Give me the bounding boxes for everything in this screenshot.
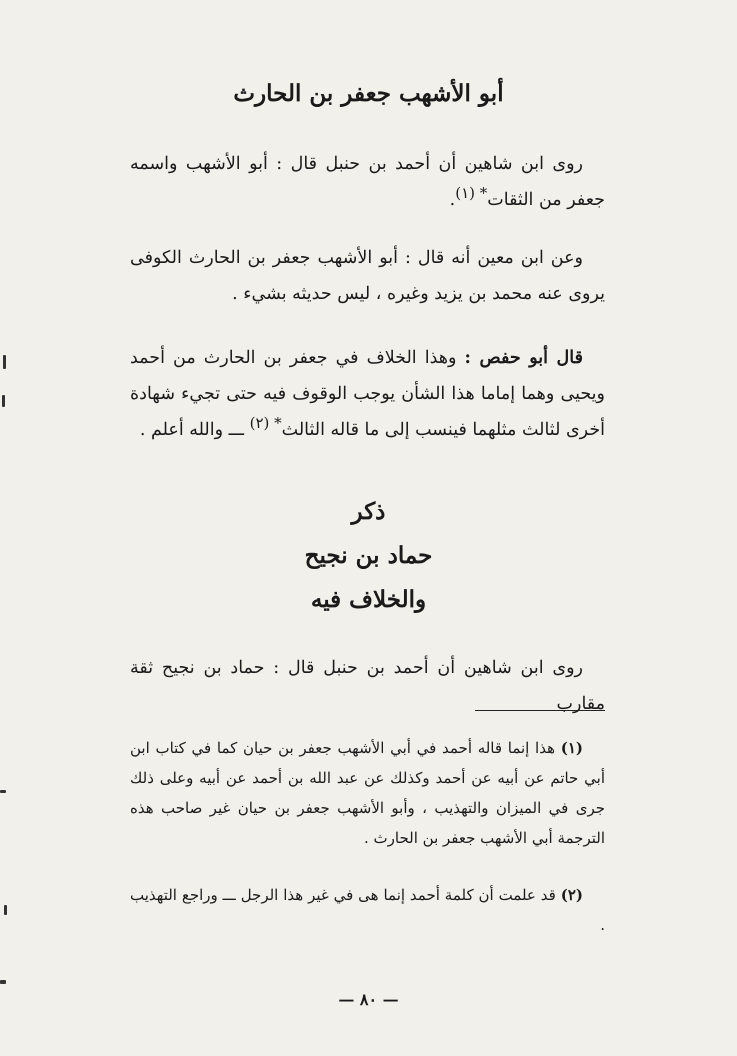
section-heading-line-2: حماد بن نجيح: [304, 542, 433, 569]
margin-mark-2: [2, 395, 5, 407]
section-heading-line-3: والخلاف فيه: [310, 586, 427, 613]
footnote-2: [130, 880, 605, 940]
section-heading-line-1: ذكر: [351, 498, 386, 525]
footnote-divider: [475, 710, 605, 711]
paragraph-3: [130, 340, 605, 448]
paragraph-4: [130, 650, 605, 722]
page-number: — ٨٠ —: [338, 990, 399, 1009]
footnote-1-text: هذا إنما قاله أحمد في أبي الأشهب جعفر بن حيان كما في كتاب ابن أبي حاتم عن أبيه عن أحمد وكذلك عن عبد الله بن أحمد عن أبيه وعلى ذلك جرى في الميزان والتهذيب ، وأبو الأشهب جعفر بن حيان غير صاحب هذه الترجمة أبي الأشهب جعفر بن الحارث .: [130, 739, 605, 847]
margin-mark-5: [0, 980, 6, 984]
margin-mark-4: [4, 905, 7, 915]
page-title: أبو الأشهب جعفر بن الحارث: [233, 80, 504, 107]
margin-mark-1: [3, 355, 6, 369]
paragraph-2: [130, 240, 605, 312]
paragraph-3-text: وهذا الخلاف في جعفر بن الحارث من أحمد ويحيى وهما إماما هذا الشأن يوجب الوقوف فيه حتى تجيء شهادة أخرى لثالث مثلهما فينسب إلى ما قاله الثالث: [130, 348, 605, 440]
paragraph-2-text: وعن ابن معين أنه قال : أبو الأشهب جعفر بن الحارث الكوفى يروى عنه محمد بن يزيد وغيره ، ليس حديثه بشيء .: [130, 248, 605, 304]
margin-mark-3: [0, 790, 6, 793]
paragraph-3-end: ـــ والله أعلم .: [139, 420, 245, 440]
paragraph-4-text: روى ابن شاهين أن أحمد بن حنبل قال : حماد بن نجيح ثقة مقارب: [130, 658, 605, 714]
paragraph-1-end: .: [449, 190, 456, 210]
footnote-2-number: (٢): [560, 886, 583, 904]
paragraph-1: [130, 146, 605, 218]
footnote-1-number: (١): [560, 739, 583, 757]
footnote-2-text: قد علمت أن كلمة أحمد إنما هى في غير هذا الرجل ـــ وراجع التهذيب .: [130, 886, 605, 934]
footnote-1: [130, 733, 605, 853]
paragraph-1-text: روى ابن شاهين أن أحمد بن حنبل قال : أبو الأشهب واسمه جعفر من الثقات: [130, 154, 605, 210]
footnote-ref-2[interactable]: * (٢): [249, 414, 282, 433]
paragraph-3-lead: قال أبو حفص :: [464, 348, 583, 368]
footnote-ref-1[interactable]: * (١): [455, 184, 488, 203]
